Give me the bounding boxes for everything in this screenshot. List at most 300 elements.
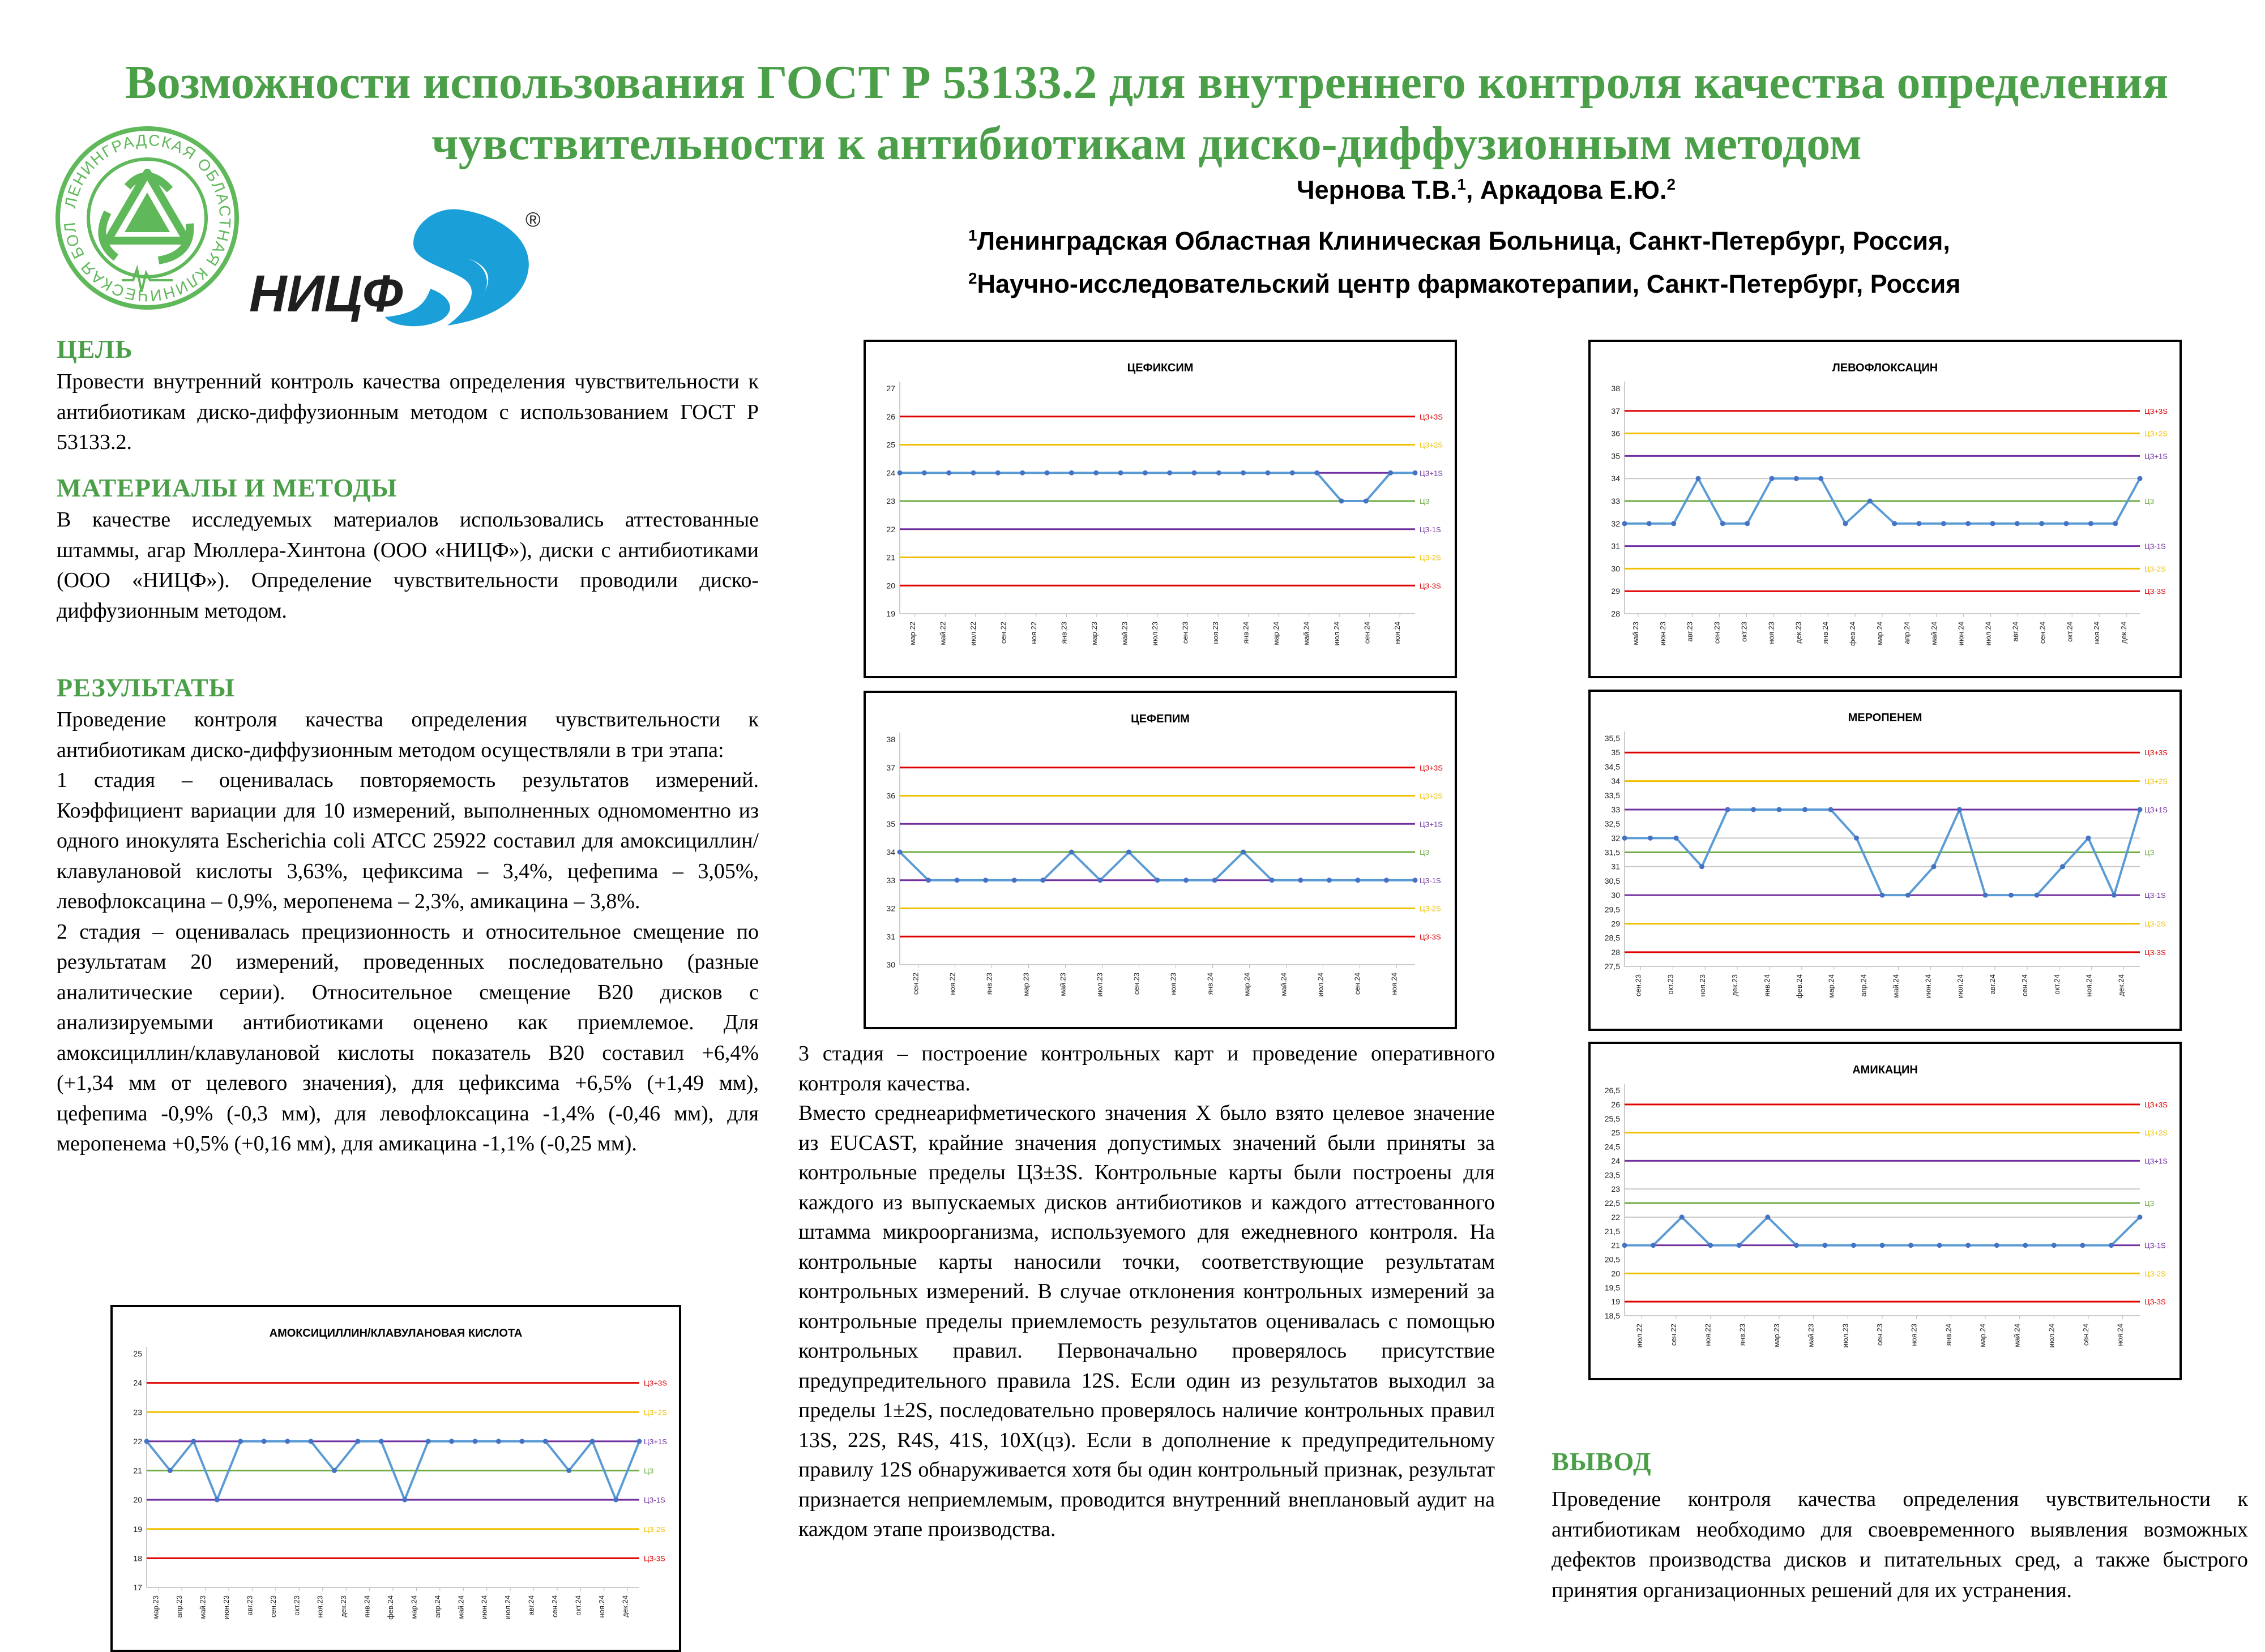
- author-1-sup: 1: [1457, 176, 1466, 193]
- chart-meropenem: [1588, 690, 2182, 1031]
- x-tick-label-15: сен.24: [2038, 622, 2047, 644]
- y-tick-label-8: 22,5: [1604, 1199, 1620, 1208]
- x-tick-label-4: май.23: [1058, 973, 1067, 996]
- y-tick-label-1: 19: [1611, 1297, 1620, 1307]
- data-point-11: [1167, 470, 1172, 476]
- x-tick-label-10: июл.24: [1956, 974, 1965, 999]
- data-point-3: [983, 878, 988, 883]
- data-point-20: [2113, 521, 2118, 526]
- data-point-14: [1965, 521, 1971, 526]
- x-tick-label-9: янв.24: [1944, 1324, 1953, 1346]
- limit-label-6: ЦЗ-3S: [644, 1554, 665, 1563]
- data-point-0: [898, 470, 903, 476]
- affiliation-2-sup: 2: [968, 269, 977, 287]
- y-tick-label-7: 35: [1611, 451, 1620, 461]
- data-point-9: [1880, 1243, 1885, 1248]
- y-tick-label-5: 30: [1611, 891, 1620, 900]
- limit-label-3: ЦЗ: [644, 1466, 654, 1475]
- y-tick-label-0: 28: [1611, 609, 1620, 618]
- data-point-5: [1751, 807, 1756, 812]
- y-tick-label-4: 23: [886, 497, 895, 506]
- data-point-2: [1674, 836, 1679, 841]
- x-tick-label-0: май.23: [1631, 622, 1640, 645]
- x-tick-label-9: мар.24: [1875, 622, 1884, 645]
- data-point-11: [1937, 1243, 1942, 1248]
- chart-svg: [1591, 1044, 2179, 1378]
- data-point-3: [971, 470, 976, 476]
- x-tick-label-5: июл.23: [1095, 973, 1104, 997]
- y-tick-label-15: 26: [1611, 1099, 1620, 1109]
- y-tick-label-6: 23: [133, 1407, 142, 1417]
- results-heading: РЕЗУЛЬТАТЫ: [57, 673, 235, 702]
- x-tick-label-8: ноя.23: [1909, 1324, 1918, 1346]
- x-tick-label-17: ноя.24: [2092, 622, 2101, 644]
- limit-label-1: ЦЗ+2S: [2144, 429, 2168, 438]
- data-point-15: [1266, 470, 1271, 476]
- y-tick-label-3: 20: [1611, 1269, 1620, 1278]
- x-tick-label-7: ноя.23: [315, 1595, 324, 1618]
- y-tick-label-1: 28: [1611, 947, 1620, 957]
- data-point-5: [262, 1439, 267, 1444]
- y-tick-label-5: 21: [1611, 1240, 1620, 1250]
- limit-label-5: ЦЗ-2S: [2144, 919, 2166, 928]
- data-point-12: [1917, 521, 1922, 526]
- affiliation-1-sup: 1: [968, 226, 977, 244]
- data-point-5: [1020, 470, 1025, 476]
- x-tick-label-11: май.24: [2012, 1324, 2022, 1347]
- affiliation-1: [968, 226, 1950, 256]
- data-point-12: [426, 1439, 431, 1444]
- chart-title: АМОКСИЦИЛЛИН/КЛАВУЛАНОВАЯ КИСЛОТА: [269, 1327, 523, 1339]
- x-tick-label-15: дек.24: [2117, 974, 2126, 996]
- x-tick-label-14: июн.24: [480, 1595, 489, 1620]
- x-tick-label-6: дек.23: [1794, 622, 1803, 644]
- x-tick-label-5: фев.24: [1794, 974, 1804, 999]
- limit-label-0: ЦЗ+3S: [2144, 748, 2168, 757]
- data-point-21: [2138, 476, 2143, 481]
- conclusion-heading: ВЫВОД: [1552, 1447, 1652, 1476]
- data-point-3: [1708, 1243, 1713, 1248]
- data-point-15: [1327, 878, 1332, 883]
- author-1: Чернова Т.В.: [1297, 176, 1458, 204]
- data-point-12: [1965, 1243, 1971, 1248]
- x-tick-label-15: сен.24: [1362, 622, 1371, 644]
- x-tick-label-5: май.23: [1806, 1324, 1815, 1347]
- y-tick-label-2: 32: [886, 904, 895, 913]
- chart-svg: [1591, 692, 2179, 1029]
- data-point-6: [1794, 1243, 1799, 1248]
- limit-label-0: ЦЗ+3S: [1420, 763, 1443, 772]
- limit-label-1: ЦЗ+2S: [644, 1408, 667, 1417]
- chart-amikacin: [1588, 1042, 2182, 1380]
- limit-label-2: ЦЗ+1S: [1420, 820, 1443, 829]
- y-tick-label-4: 21: [133, 1466, 142, 1475]
- data-point-13: [1994, 1243, 1999, 1248]
- results-paragraph-3: 2 стадия – оценивалась прецизионность и относительное смещение по результатам 20 измерений, проведенных последовательно (разные аналитические серии). Относительное смещение B20 дисков с анализируемыми антибиотиками оценено как приемлемое. Для амоксициллин/клавулановой кислоты показатель B20 составил +6,4% (+1,34 мм от целевого значения), для цефиксима +6,5% (+1,49 мм), цефепима -0,9% (-0,3 мм), для левофлоксацина -1,4% (-0,46 мм), для меропенема +0,5% (+0,16 мм), для амикацина -1,1% (-0,25 мм).: [57, 919, 759, 1155]
- x-tick-label-11: авг.24: [1988, 974, 1997, 995]
- x-tick-label-18: окт.24: [574, 1595, 583, 1616]
- data-point-16: [2035, 893, 2040, 898]
- y-tick-label-6: 21,5: [1604, 1226, 1620, 1236]
- author-2-sup: 2: [1666, 176, 1676, 193]
- chart-amoxiclav: [110, 1305, 681, 1652]
- data-point-3: [1699, 864, 1704, 869]
- data-point-21: [1413, 470, 1418, 476]
- author-separator: , Аркадова Е.Ю.: [1465, 176, 1667, 204]
- data-point-13: [1957, 807, 1962, 812]
- data-point-16: [2080, 1243, 2085, 1248]
- x-tick-label-13: май.24: [1302, 622, 1311, 645]
- x-tick-label-12: июл.24: [2047, 1324, 2056, 1348]
- data-point-2: [946, 470, 951, 476]
- limit-label-1: ЦЗ+2S: [2144, 1128, 2168, 1137]
- y-tick-label-3: 22: [886, 524, 895, 534]
- x-tick-label-1: апр.23: [175, 1595, 184, 1618]
- x-tick-label-13: сен.24: [2082, 1324, 2090, 1346]
- y-tick-label-4: 29,5: [1604, 905, 1620, 914]
- data-point-11: [1212, 878, 1217, 883]
- data-point-16: [1290, 470, 1295, 476]
- data-point-9: [1854, 836, 1859, 841]
- x-tick-label-3: янв.23: [1738, 1324, 1747, 1346]
- y-tick-label-0: 27,5: [1604, 962, 1620, 971]
- data-point-8: [332, 1468, 337, 1473]
- x-tick-label-0: сен.22: [911, 973, 920, 995]
- nicf-logo: [243, 204, 549, 334]
- x-tick-label-3: июн.23: [222, 1595, 230, 1620]
- data-point-2: [1679, 1214, 1685, 1219]
- data-point-2: [191, 1439, 196, 1444]
- x-tick-label-14: ноя.24: [2116, 1324, 2125, 1346]
- x-tick-label-1: июн.23: [1658, 622, 1667, 646]
- limit-label-5: ЦЗ-2S: [2144, 1269, 2166, 1278]
- x-tick-label-3: дек.23: [1730, 974, 1740, 996]
- data-point-0: [144, 1439, 149, 1444]
- limit-label-2: ЦЗ+1S: [1420, 469, 1443, 478]
- limit-label-0: ЦЗ+3S: [1420, 412, 1443, 421]
- x-tick-label-7: май.23: [1120, 622, 1129, 645]
- limit-label-1: ЦЗ+2S: [1420, 791, 1443, 801]
- x-tick-label-7: сен.23: [1875, 1324, 1884, 1346]
- data-point-20: [613, 1497, 618, 1503]
- y-tick-label-2: 28,5: [1604, 933, 1620, 943]
- limit-label-6: ЦЗ-3S: [2144, 1298, 2166, 1307]
- data-point-18: [1339, 499, 1344, 504]
- data-point-1: [168, 1468, 173, 1473]
- y-tick-label-16: 35,5: [1604, 734, 1620, 743]
- data-point-7: [1822, 1243, 1827, 1248]
- limit-label-4: ЦЗ-1S: [644, 1496, 665, 1505]
- y-tick-label-1: 29: [1611, 587, 1620, 596]
- x-tick-label-12: июн.24: [1956, 622, 1965, 646]
- x-tick-label-7: ноя.23: [1169, 973, 1178, 995]
- x-tick-label-14: ноя.24: [2084, 974, 2093, 997]
- data-point-11: [1892, 521, 1897, 526]
- data-point-4: [995, 470, 1001, 476]
- y-tick-label-0: 19: [886, 609, 895, 618]
- chart-title: ЦЕФЕПИМ: [1131, 713, 1190, 725]
- x-tick-label-0: мар.23: [151, 1595, 160, 1619]
- y-tick-label-8: 27: [886, 384, 895, 393]
- affiliation-2: [968, 269, 1961, 299]
- data-point-6: [1770, 476, 1775, 481]
- data-point-12: [1241, 850, 1246, 855]
- x-tick-label-9: июн.24: [1924, 974, 1933, 999]
- y-tick-label-7: 31: [1611, 862, 1620, 871]
- x-tick-label-20: дек.24: [621, 1595, 630, 1617]
- data-point-10: [1143, 470, 1148, 476]
- y-tick-label-7: 22: [1611, 1212, 1620, 1222]
- conclusion-text: Проведение контроля качества определения чувствительности к антибиотикам необходимо для своевременного выявления возможных дефектов производства дисков и питательных сред, а также быстрого принятия организационных решений для их устранения.: [1552, 1487, 2248, 1602]
- data-point-6: [285, 1439, 290, 1444]
- data-point-15: [1990, 521, 1995, 526]
- y-tick-label-8: 31,5: [1604, 848, 1620, 857]
- x-tick-label-5: янв.23: [1059, 622, 1069, 644]
- chart-svg: [866, 342, 1455, 676]
- limit-label-5: ЦЗ-2S: [2144, 564, 2166, 574]
- data-point-18: [1413, 878, 1418, 883]
- data-point-0: [1622, 521, 1627, 526]
- y-tick-label-10: 32,5: [1604, 819, 1620, 829]
- data-point-6: [1045, 470, 1050, 476]
- data-point-16: [1355, 878, 1360, 883]
- x-tick-label-8: июл.23: [1151, 622, 1159, 646]
- title-line-1: Возможности использования ГОСТ Р 53133.2 для внутреннего контроля качества определения: [125, 56, 2169, 109]
- data-point-19: [590, 1439, 595, 1444]
- goal-heading: ЦЕЛЬ: [57, 335, 133, 363]
- y-tick-label-5: 24: [886, 468, 895, 478]
- hospital-logo-text: ЛЕНИНГРАДСКАЯ ОБЛАСТНАЯ КЛИНИЧЕСКАЯ БОЛ: [60, 131, 234, 305]
- limit-label-0: ЦЗ+3S: [644, 1379, 667, 1388]
- x-tick-label-5: сен.23: [268, 1595, 277, 1617]
- y-tick-label-9: 32: [1611, 833, 1620, 843]
- limit-label-4: ЦЗ-1S: [1420, 876, 1441, 885]
- x-tick-label-6: июл.23: [1841, 1324, 1850, 1348]
- y-tick-label-1: 20: [886, 581, 895, 590]
- y-tick-label-0: 17: [133, 1583, 142, 1592]
- limit-label-3: ЦЗ: [2144, 1199, 2155, 1208]
- x-tick-label-4: авг.23: [245, 1595, 254, 1616]
- nicf-logo-text: НИЦФ: [249, 265, 403, 323]
- limit-label-2: ЦЗ+1S: [2144, 452, 2168, 461]
- data-point-5: [1745, 521, 1750, 526]
- limit-label-3: ЦЗ: [2144, 497, 2155, 506]
- chart-levofloxacin: [1588, 340, 2182, 678]
- x-tick-label-11: май.24: [1929, 622, 1938, 645]
- x-tick-label-4: янв.24: [1762, 974, 1771, 997]
- x-tick-label-4: ноя.22: [1029, 622, 1038, 644]
- data-point-6: [1069, 850, 1074, 855]
- x-tick-label-13: окт.24: [2052, 974, 2061, 995]
- data-point-13: [1216, 470, 1221, 476]
- limit-label-4: ЦЗ-1S: [2144, 542, 2166, 551]
- y-tick-label-4: 20,5: [1604, 1255, 1620, 1264]
- data-point-13: [449, 1439, 454, 1444]
- hospital-logo: [54, 125, 241, 311]
- data-point-18: [2086, 836, 2091, 841]
- x-tick-label-7: апр.24: [1859, 974, 1868, 997]
- y-tick-label-10: 38: [1611, 384, 1620, 393]
- x-tick-label-16: ноя.24: [1393, 622, 1402, 644]
- data-point-15: [2052, 1243, 2057, 1248]
- data-point-10: [379, 1439, 384, 1444]
- data-point-7: [1794, 476, 1799, 481]
- x-tick-label-10: май.24: [1279, 973, 1288, 996]
- x-tick-label-2: ноя.22: [1703, 1324, 1712, 1346]
- data-point-0: [1622, 1243, 1627, 1248]
- x-tick-label-10: ноя.23: [1211, 622, 1220, 644]
- stage3-paragraph-2: Вместо среднеарифметического значения X было взято целевое значение из EUCAST, крайние значения допустимых значений были приняты за контрольные пределы ЦЗ±3S. Контрольные карты были построены для каждого из выпускаемых дисков антибиотиков и каждого аттестованного штамма микроорганизма, используемого для ежедневного контроля. На контрольные карты наносили точки, соответствующие результатам контрольных измерений. В случае отклонения контрольных измерений за контрольные пределы приемлемость результатов оценивалась с помощью контрольных правил. Первоначально проверялось присутствие предупредительного правила 12S. Если один из результатов выходил за пределы 1±2S, последовательно проверялось наличие контрольных правил 13S, 22S, R4S, 41S, 10X(цз). Если в дополнение к предупредительному правилу 12S обнаруживается хотя бы один контрольный признак, результат признается неприемлемым, проводится внутренний внеплановый аудит на каждом этапе производства.: [798, 1101, 1495, 1541]
- data-point-8: [1126, 850, 1131, 855]
- limit-label-6: ЦЗ-3S: [1420, 932, 1441, 941]
- data-point-7: [1069, 470, 1074, 476]
- y-tick-label-7: 37: [886, 763, 895, 772]
- x-tick-label-1: май.22: [938, 622, 947, 645]
- data-point-3: [1696, 476, 1701, 481]
- y-tick-label-2: 19: [133, 1524, 142, 1534]
- data-point-21: [637, 1439, 642, 1444]
- data-point-12: [1931, 864, 1937, 869]
- y-tick-label-2: 30: [1611, 564, 1620, 574]
- data-point-4: [1737, 1243, 1742, 1248]
- y-tick-label-7: 24: [133, 1378, 142, 1388]
- x-tick-label-6: мар.23: [1089, 622, 1099, 645]
- chart-title: АМИКАЦИН: [1852, 1064, 1918, 1076]
- x-tick-label-13: июл.24: [1984, 622, 1993, 646]
- x-tick-label-4: окт.23: [1740, 622, 1749, 642]
- data-point-11: [402, 1497, 407, 1503]
- limit-label-5: ЦЗ-2S: [644, 1525, 665, 1534]
- x-tick-label-7: янв.24: [1821, 622, 1830, 644]
- results-text: [57, 705, 759, 1159]
- data-point-10: [1908, 1243, 1913, 1248]
- data-point-9: [355, 1439, 360, 1444]
- data-point-6: [1777, 807, 1782, 812]
- y-tick-label-11: 33: [1611, 804, 1620, 814]
- y-tick-label-7: 26: [886, 412, 895, 421]
- data-point-3: [215, 1497, 220, 1503]
- x-tick-label-4: мар.23: [1772, 1324, 1781, 1347]
- x-tick-label-2: янв.23: [985, 973, 994, 995]
- data-point-17: [2109, 1243, 2114, 1248]
- x-tick-label-12: апр.24: [433, 1595, 442, 1618]
- limit-label-2: ЦЗ+1S: [644, 1437, 667, 1446]
- limit-label-0: ЦЗ+3S: [2144, 406, 2168, 416]
- stage3-paragraph-1: 3 стадия – построение контрольных карт и проведение оперативного контроля качества.: [798, 1042, 1495, 1095]
- limit-label-1: ЦЗ+2S: [1420, 440, 1443, 450]
- data-point-14: [1298, 878, 1303, 883]
- x-tick-label-8: май.24: [1891, 974, 1900, 998]
- y-tick-label-4: 32: [1611, 519, 1620, 528]
- y-tick-label-0: 30: [886, 960, 895, 969]
- registered-mark: ®: [525, 208, 541, 231]
- x-tick-label-6: мар.24: [1827, 974, 1836, 998]
- y-tick-label-5: 33: [1611, 497, 1620, 506]
- chart-title: ЦЕФИКСИМ: [1127, 362, 1194, 374]
- x-tick-label-10: мар.24: [1978, 1324, 1987, 1347]
- y-tick-label-9: 23: [1611, 1184, 1620, 1194]
- x-tick-label-14: июл.24: [1332, 622, 1341, 646]
- y-tick-label-4: 34: [886, 848, 895, 857]
- data-point-13: [1941, 521, 1946, 526]
- limit-label-3: ЦЗ: [1420, 497, 1430, 506]
- limit-label-5: ЦЗ-2S: [1420, 904, 1441, 913]
- goal-text: Провести внутренний контроль качества определения чувствительности к антибиотикам диско-диффузионным методом с использованием ГОСТ Р 53133.2.: [57, 370, 759, 454]
- data-point-17: [543, 1439, 548, 1444]
- data-point-1: [1648, 836, 1653, 841]
- limit-label-2: ЦЗ+1S: [2144, 1157, 2168, 1166]
- data-point-13: [1270, 878, 1275, 883]
- y-tick-label-13: 25: [1611, 1128, 1620, 1137]
- methods-text: В качестве исследуемых материалов использовались аттестованные штаммы, агар Мюллера-Хинтона (ООО «НИЦФ»), диски с антибиотиками (ООО «НИЦФ»). Определение чувствительности проводили диско-диффузионным методом.: [57, 508, 759, 623]
- data-point-1: [922, 470, 927, 476]
- data-point-14: [1241, 470, 1246, 476]
- y-tick-label-5: 22: [133, 1436, 142, 1446]
- y-tick-label-16: 26,5: [1604, 1086, 1620, 1095]
- x-tick-label-9: сен.23: [1181, 622, 1190, 644]
- x-tick-label-1: окт.23: [1666, 974, 1675, 995]
- x-tick-label-11: июл.24: [1316, 973, 1325, 997]
- limit-label-6: ЦЗ-3S: [2144, 948, 2166, 957]
- data-point-18: [566, 1468, 571, 1473]
- x-tick-label-16: окт.24: [2065, 622, 2074, 642]
- y-tick-label-3: 29: [1611, 919, 1620, 928]
- limit-label-4: ЦЗ-1S: [1420, 525, 1441, 534]
- data-point-2: [955, 878, 960, 883]
- data-point-19: [1364, 499, 1369, 504]
- x-tick-label-12: мар.24: [1272, 622, 1281, 645]
- data-point-11: [1905, 893, 1911, 898]
- chart-title: ЛЕВОФЛОКСАЦИН: [1832, 362, 1938, 374]
- data-point-0: [898, 850, 903, 855]
- chart-svg: [866, 693, 1455, 1027]
- limit-label-6: ЦЗ-3S: [2144, 587, 2166, 596]
- y-tick-label-11: 24: [1611, 1156, 1620, 1166]
- data-point-4: [1720, 521, 1725, 526]
- y-tick-label-14: 34,5: [1604, 762, 1620, 772]
- data-point-17: [1384, 878, 1389, 883]
- data-point-9: [1155, 878, 1160, 883]
- data-point-18: [2138, 1214, 2143, 1219]
- authors: [1297, 176, 1676, 205]
- x-tick-label-15: июл.24: [503, 1595, 512, 1620]
- x-tick-label-6: окт.23: [292, 1595, 301, 1616]
- data-point-4: [1012, 878, 1017, 883]
- limit-label-3: ЦЗ: [1420, 848, 1430, 857]
- y-tick-label-2: 19,5: [1604, 1283, 1620, 1293]
- data-point-14: [473, 1439, 478, 1444]
- stage3-text: [798, 1039, 1495, 1544]
- x-tick-label-13: ноя.24: [1390, 973, 1399, 995]
- y-tick-label-2: 21: [886, 553, 895, 562]
- x-tick-label-11: янв.24: [1241, 622, 1250, 644]
- limit-label-6: ЦЗ-3S: [1420, 581, 1441, 590]
- y-tick-label-8: 25: [133, 1349, 142, 1358]
- data-point-1: [926, 878, 931, 883]
- x-tick-label-12: сен.24: [1353, 973, 1362, 995]
- data-point-20: [2138, 807, 2143, 812]
- data-point-17: [2039, 521, 2044, 526]
- y-tick-label-6: 30,5: [1604, 876, 1620, 885]
- series-line: [900, 473, 1415, 501]
- limit-label-3: ЦЗ: [2144, 848, 2155, 857]
- data-point-14: [1983, 893, 1988, 898]
- x-tick-label-8: дек.23: [339, 1595, 348, 1617]
- data-point-10: [1867, 499, 1873, 504]
- y-tick-label-9: 37: [1611, 406, 1620, 416]
- x-tick-label-9: мар.24: [1242, 973, 1251, 996]
- x-tick-label-3: сен.23: [1712, 622, 1721, 644]
